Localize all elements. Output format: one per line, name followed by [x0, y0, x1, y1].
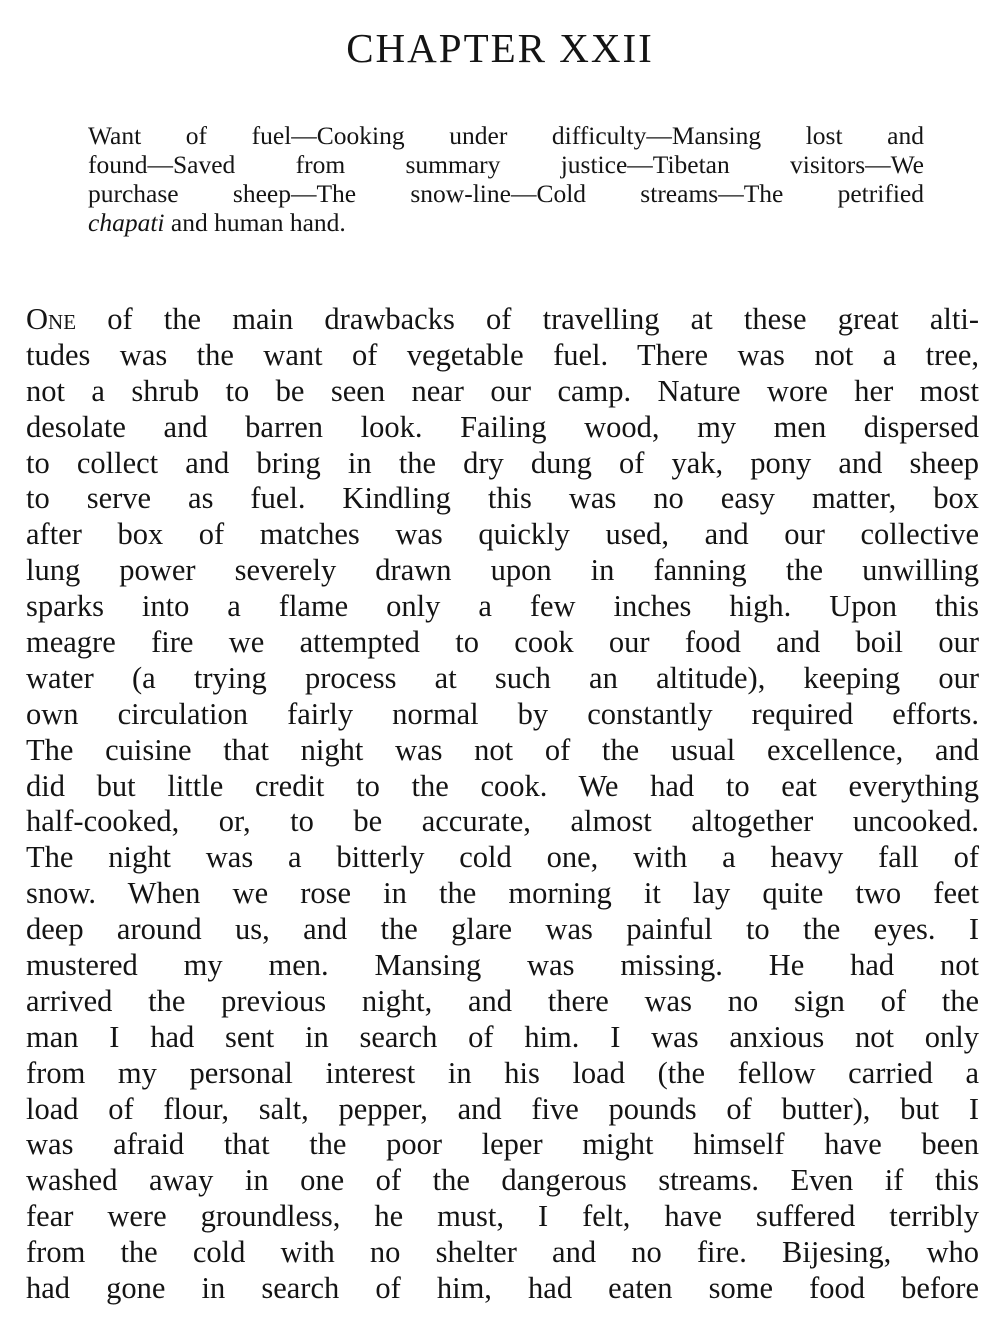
body-line: tudes was the want of vegetable fuel. There was not a tree, [26, 337, 979, 372]
body-line [26, 302, 979, 338]
body-line: lung power severely drawn upon in fanning the unwilling [26, 553, 979, 588]
body-line: The cuisine that night was not of the usual excellence, and [26, 732, 979, 767]
body-line: had gone in search of him, had eaten some food before [26, 1271, 979, 1306]
body-line: water (a trying process at such an altitude), keeping our [26, 660, 979, 695]
body-line: to collect and bring in the dry dung of yak, pony and sheep [26, 445, 979, 480]
body-line: half-cooked, or, to be accurate, almost altogether uncooked. [26, 804, 979, 839]
body-line: after box of matches was quickly used, and our collective [26, 517, 979, 552]
body-line: not a shrub to be seen near our camp. Nature wore her most [26, 373, 979, 408]
summary-italic-word: chapati [88, 208, 165, 237]
body-line: was afraid that the poor leper might himself have been [26, 1127, 979, 1162]
body-line: did but little credit to the cook. We had to eat everything [26, 768, 979, 803]
chapter-title: CHAPTER XXII [346, 25, 654, 71]
body-line: The night was a bitterly cold one, with a heavy fall of [26, 840, 979, 875]
body-line: sparks into a flame only a few inches high. Upon this [26, 589, 979, 624]
body-line: desolate and barren look. Failing wood, my men dispersed [26, 409, 979, 444]
body-line: to serve as fuel. Kindling this was no easy matter, box [26, 481, 979, 516]
body-line: own circulation fairly normal by constantly required efforts. [26, 696, 979, 731]
body-paragraph [26, 302, 979, 1307]
body-line: load of flour, salt, pepper, and five pounds of butter), but I [26, 1091, 979, 1126]
opening-word: One [26, 302, 77, 336]
body-line: meagre fire we attempted to cook our food and boil our [26, 625, 979, 660]
chapter-summary [88, 121, 924, 237]
body-line: deep around us, and the glare was painful to the eyes. I [26, 912, 979, 947]
summary-line-rest: and human hand. [164, 208, 346, 237]
body-line: mustered my men. Mansing was missing. He had not [26, 948, 979, 983]
body-line: man I had sent in search of him. I was anxious not only [26, 1019, 979, 1054]
body-line: fear were groundless, he must, I felt, have suffered terribly [26, 1199, 979, 1234]
summary-line [88, 208, 924, 237]
summary-line: purchase sheep—The snow-line—Cold streams—The petrified [88, 179, 924, 208]
summary-line: found—Saved from summary justice—Tibetan visitors—We [88, 150, 924, 179]
body-line: from my personal interest in his load (the fellow carried a [26, 1055, 979, 1090]
body-line: arrived the previous night, and there was no sign of the [26, 983, 979, 1018]
body-line: washed away in one of the dangerous streams. Even if this [26, 1163, 979, 1198]
body-line: snow. When we rose in the morning it lay quite two feet [26, 876, 979, 911]
body-line: from the cold with no shelter and no fire. Bijesing, who [26, 1235, 979, 1270]
first-line-rest: of the main drawbacks of travelling at these great alti- [76, 302, 979, 336]
summary-line: Want of fuel—Cooking under difficulty—Mansing lost and [88, 121, 924, 150]
